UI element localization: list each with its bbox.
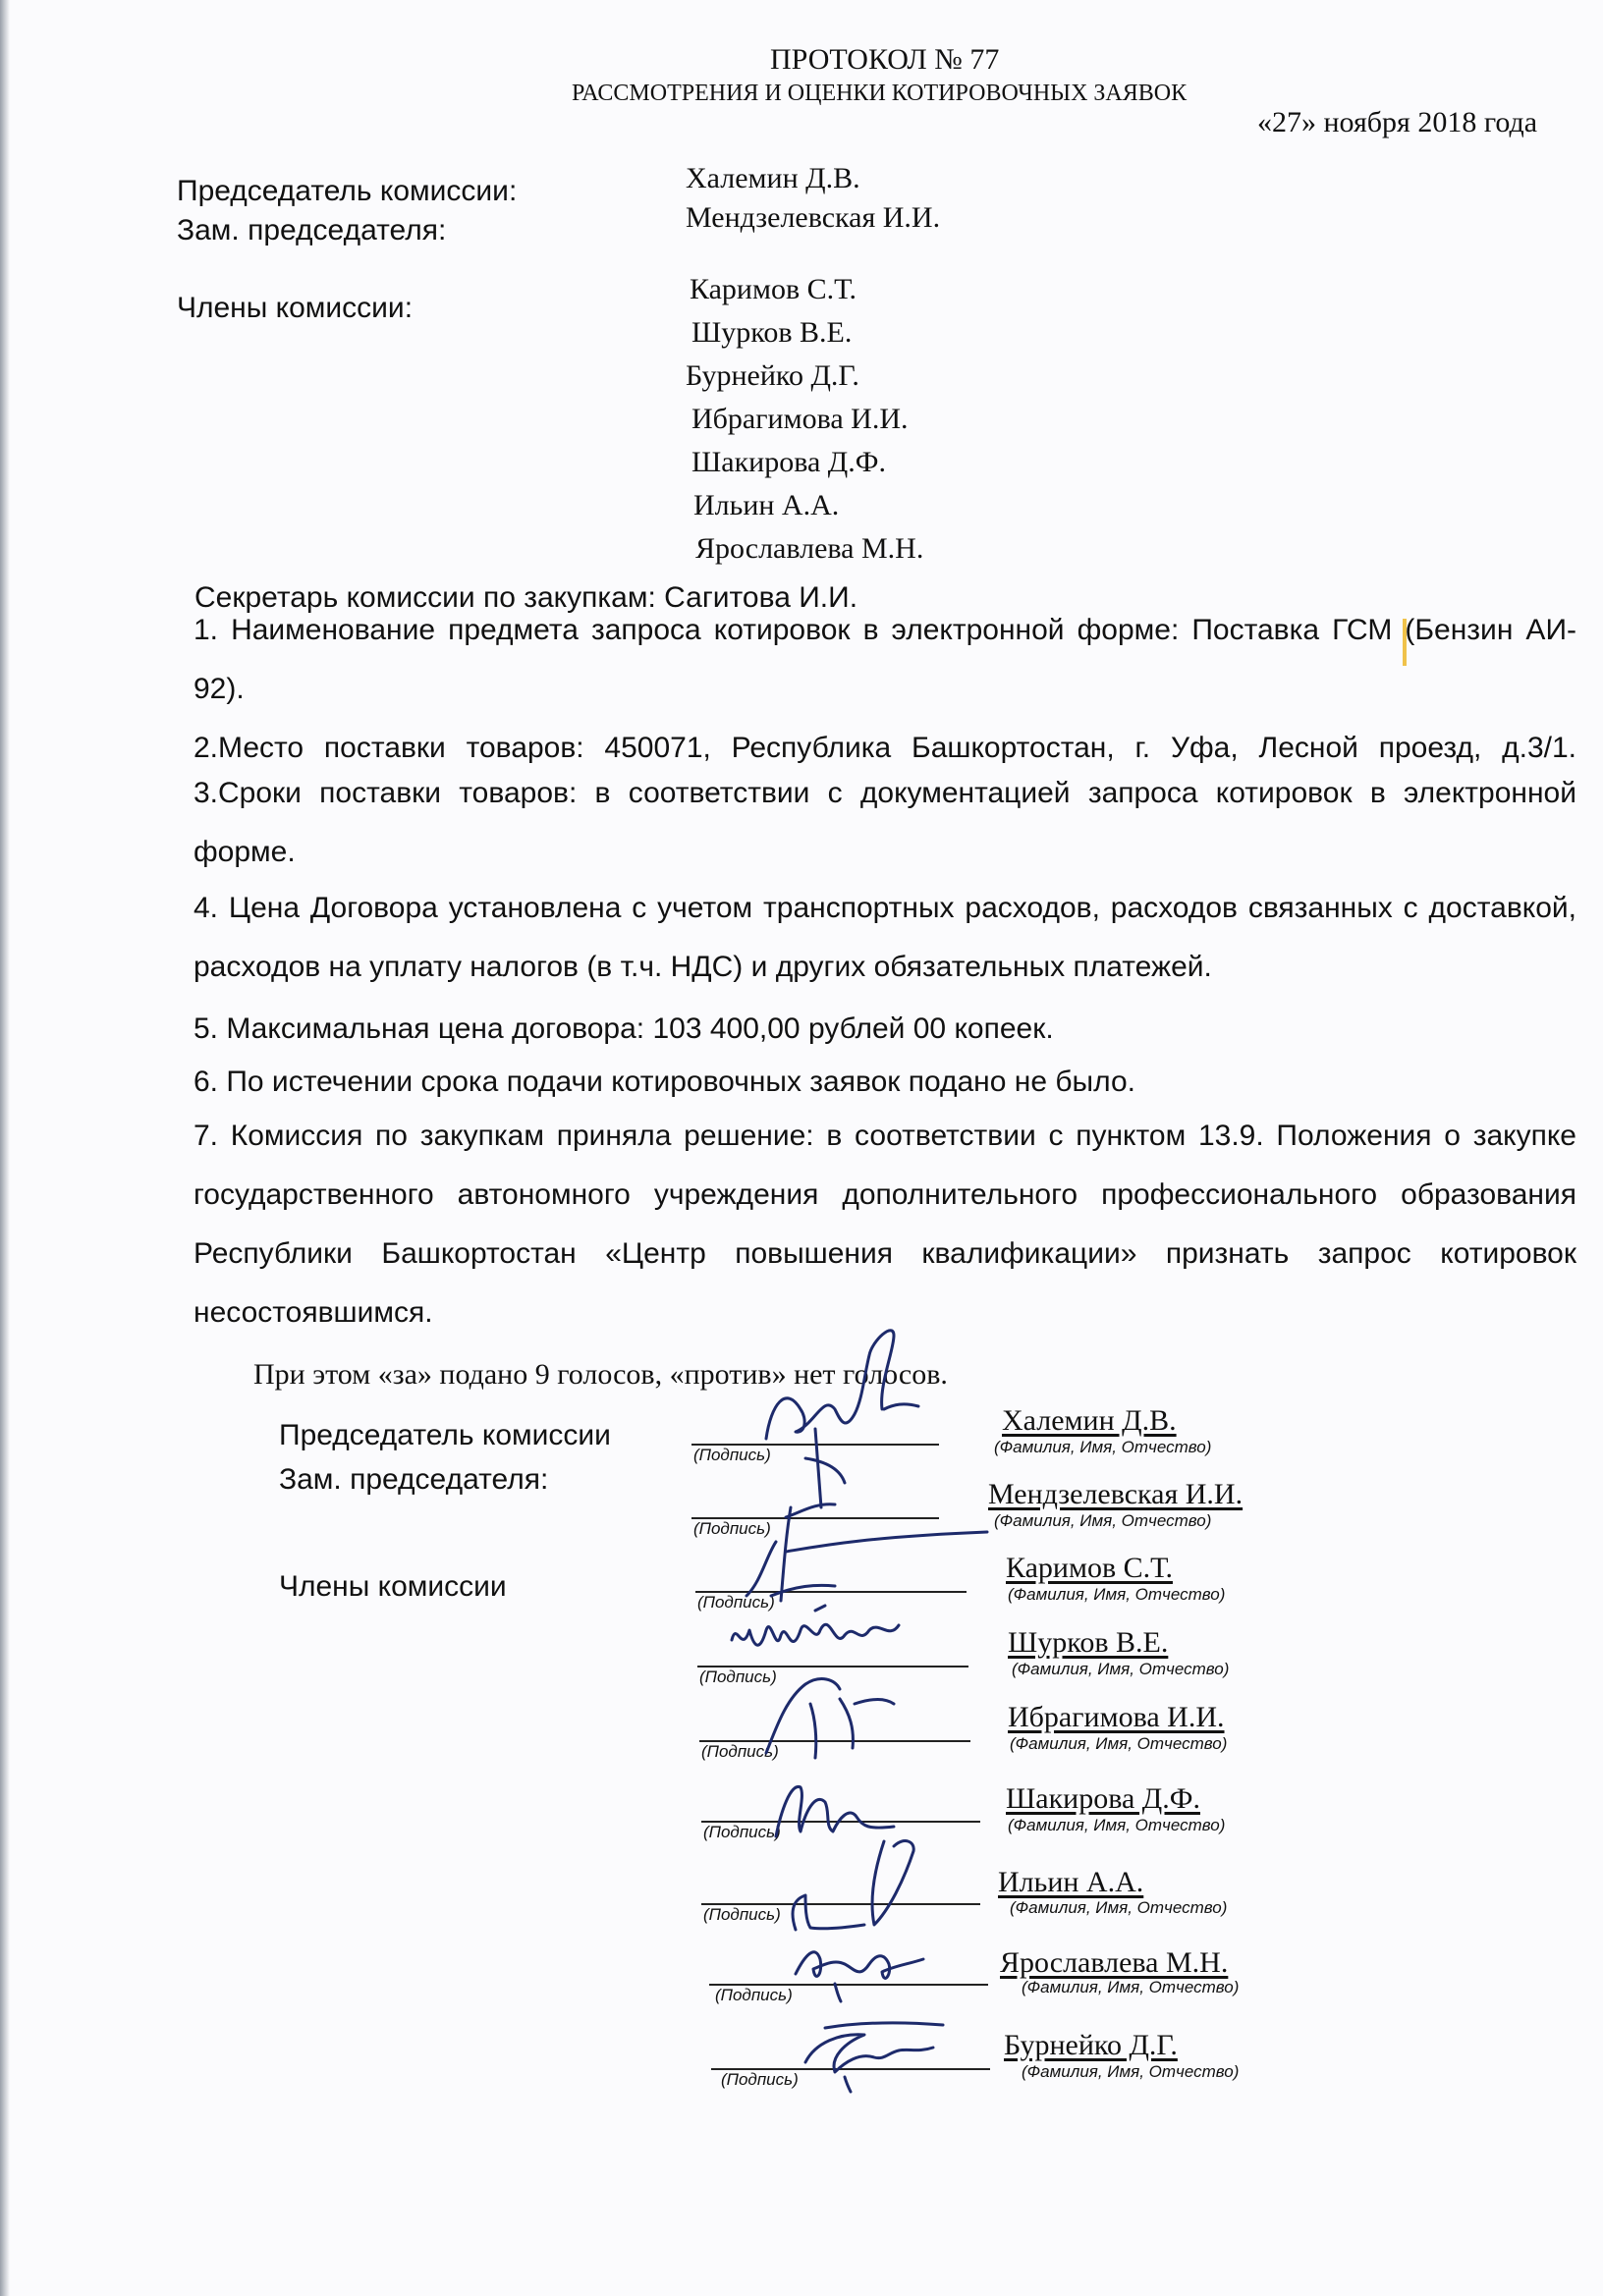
name-hint: (Фамилия, Имя, Отчество) [994, 1438, 1212, 1456]
member-name: Ярославлева М.Н. [695, 532, 924, 565]
members-label: Члены комиссии: [177, 292, 414, 324]
signature-caption: (Подпись) [703, 1823, 781, 1841]
name-hint: (Фамилия, Имя, Отчество) [1012, 1660, 1230, 1678]
handwritten-signature [776, 1925, 943, 2003]
handwritten-signature [766, 1822, 943, 1940]
name-hint: (Фамилия, Имя, Отчество) [1010, 1898, 1228, 1917]
item-3 [193, 764, 1576, 882]
item-7-line-4: несостоявшимся. [193, 1296, 433, 1329]
signatory-name: Шурков В.Е. [1008, 1626, 1169, 1659]
signatory-name: Ибрагимова И.И. [1008, 1701, 1225, 1733]
secretary-line: Секретарь комиссии по закупкам: Сагитова И.И. [194, 581, 858, 614]
sign-chair-label: Председатель комиссии [279, 1419, 611, 1451]
name-hint: (Фамилия, Имя, Отчество) [994, 1511, 1212, 1530]
item-7-line-1: 7. Комиссия по закупкам приняла решение: в соответствии с пунктом 13.9. Положения о закупке [193, 1120, 1576, 1152]
signatory-name: Шакирова Д.Ф. [1006, 1782, 1200, 1815]
item-7 [193, 1107, 1576, 1342]
signature-caption: (Подпись) [693, 1446, 771, 1464]
item-5-line-1: 5. Максимальная цена договора: 103 400,00 рублей 00 копеек. [193, 1012, 1054, 1045]
chair-name: Халемин Д.В. [686, 162, 860, 194]
member-name: Ильин А.А. [693, 489, 840, 521]
document-date: «27» ноября 2018 года [1257, 106, 1538, 138]
signatory-name: Мендзелевская И.И. [988, 1478, 1244, 1510]
scan-edge [0, 0, 10, 2296]
member-name: Бурнейко Д.Г. [686, 359, 859, 392]
name-hint: (Фамилия, Имя, Отчество) [1022, 2062, 1240, 2081]
member-name: Ибрагимова И.И. [691, 403, 909, 435]
signature-caption: (Подпись) [721, 2070, 799, 2089]
item-6-line-1: 6. По истечении срока подачи котировочных заявок подано не было. [193, 1066, 1135, 1098]
item-4-line-1: 4. Цена Договора установлена с учетом транспортных расходов, расходов связанных с доставкой, [193, 892, 1576, 924]
signatory-name: Ильин А.А. [998, 1866, 1144, 1898]
item-2-line-1: 2.Место поставки товаров: 450071, Республика Башкортостан, г. Уфа, Лесной проезд, д.3/1. [193, 732, 1576, 764]
sign-members-label: Члены комиссии [279, 1570, 507, 1603]
member-name: Каримов С.Т. [690, 273, 857, 305]
document-title: ПРОТОКОЛ № 77 [770, 43, 1000, 76]
document-subtitle: РАССМОТРЕНИЯ И ОЦЕНКИ КОТИРОВОЧНЫХ ЗАЯВОК [572, 81, 1188, 106]
item-7-line-2: государственного автономного учреждения дополнительного профессионального образования [193, 1178, 1576, 1211]
name-hint: (Фамилия, Имя, Отчество) [1008, 1816, 1226, 1834]
deputy-name: Мендзелевская И.И. [686, 201, 941, 234]
sign-deputy-label: Зам. председателя: [279, 1463, 549, 1496]
member-name: Шурков В.Е. [691, 316, 853, 349]
signatory-name: Каримов С.Т. [1006, 1552, 1173, 1584]
signature-caption: (Подпись) [697, 1593, 775, 1612]
signatory-name: Ярославлева М.Н. [1000, 1946, 1229, 1979]
name-hint: (Фамилия, Имя, Отчество) [1010, 1734, 1228, 1753]
item-7-line-3: Республики Башкортостан «Центр повышения квалификации» признать запрос котировок [193, 1237, 1576, 1270]
item-1-line-2: 92). [193, 673, 245, 705]
name-hint: (Фамилия, Имя, Отчество) [1022, 1978, 1240, 1996]
item-4-line-2: расходов на уплату налогов (в т.ч. НДС) и других обязательных платежей. [193, 951, 1212, 983]
handwritten-signature [786, 2003, 963, 2092]
signature-caption: (Подпись) [693, 1519, 771, 1538]
member-name: Шакирова Д.Ф. [691, 446, 886, 478]
signature-caption: (Подпись) [701, 1742, 779, 1761]
item-3-line-1: 3.Сроки поставки товаров: в соответствии с документацией запроса котировок в электронной [193, 777, 1576, 809]
item-6 [193, 1053, 1576, 1112]
name-hint: (Фамилия, Имя, Отчество) [1008, 1585, 1226, 1604]
item-5 [193, 1000, 1576, 1059]
signature-caption: (Подпись) [703, 1905, 781, 1924]
item-1 [193, 601, 1576, 719]
item-1-line-1: 1. Наименование предмета запроса котировок в электронной форме: Поставка ГСМ (Бензин АИ- [193, 614, 1576, 646]
signature-caption: (Подпись) [715, 1986, 793, 2004]
signatory-name: Бурнейко Д.Г. [1004, 2029, 1178, 2061]
item-4 [193, 879, 1576, 997]
signature-caption: (Подпись) [699, 1667, 777, 1686]
votes-line: При этом «за» подано 9 голосов, «против» нет голосов. [253, 1358, 948, 1391]
signatory-name: Халемин Д.В. [1002, 1404, 1177, 1437]
chair-label: Председатель комиссии: [177, 175, 518, 207]
deputy-label: Зам. председателя: [177, 214, 447, 246]
item-3-line-2: форме. [193, 836, 296, 868]
